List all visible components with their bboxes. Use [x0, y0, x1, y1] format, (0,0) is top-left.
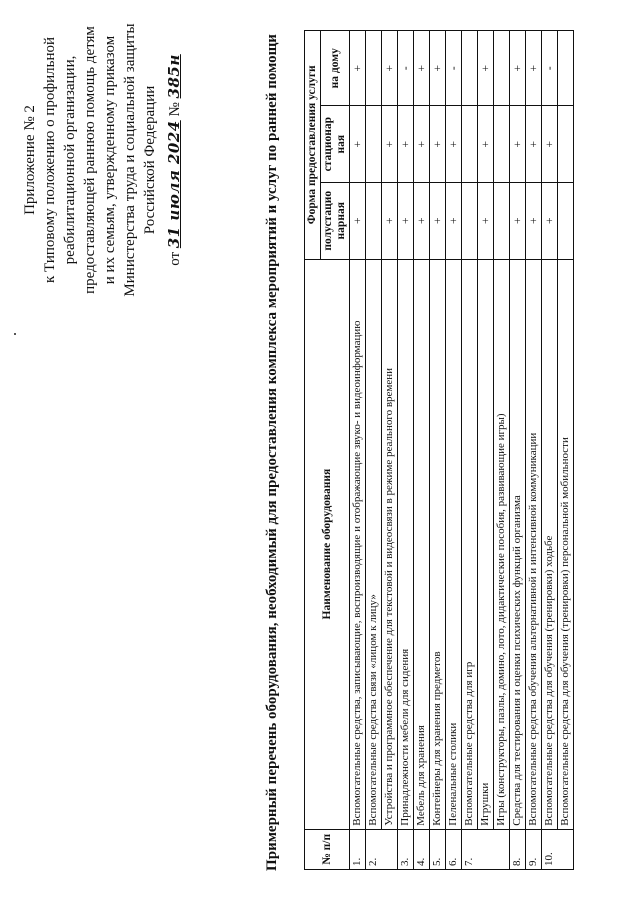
handwritten-order-number: 385н: [165, 54, 183, 99]
equipment-table: [304, 30, 574, 870]
table-row: [366, 31, 382, 870]
row-number: 10.: [542, 829, 574, 869]
availability-mark: +: [510, 106, 526, 182]
header-number: № п/п: [305, 829, 350, 869]
table-row: [398, 31, 414, 870]
row-number: 1.: [350, 829, 366, 869]
availability-mark: +: [430, 106, 446, 182]
availability-mark: +: [542, 106, 558, 182]
availability-mark: +: [414, 182, 430, 259]
appendix-line: и их семьям, утвержденному приказом: [102, 35, 118, 285]
header-stationary: стационар ная: [321, 106, 350, 182]
equipment-name: Вспомогательные средства обучения альтернативной и интенсивной коммуникации: [526, 259, 542, 829]
availability-mark: +: [478, 31, 494, 106]
availability-mark: +: [526, 182, 542, 259]
equipment-name: Пеленальные столики: [446, 259, 462, 829]
handwritten-date: 31 июля 2024: [165, 120, 183, 249]
table-row: [510, 31, 526, 870]
header-service-form: Форма предоставления услуги: [305, 31, 321, 260]
row-number: 6.: [446, 829, 462, 869]
availability-mark: +: [350, 182, 366, 259]
availability-mark: +: [478, 182, 494, 259]
availability-mark: [462, 106, 478, 182]
table-row: [558, 31, 574, 870]
table-row: [542, 31, 558, 870]
availability-mark: +: [446, 182, 462, 259]
equipment-name: Мебель для хранения: [414, 259, 430, 829]
availability-mark: -: [446, 31, 462, 106]
availability-mark: +: [382, 31, 398, 106]
availability-mark: +: [350, 106, 366, 182]
availability-mark: +: [526, 106, 542, 182]
table-row: [430, 31, 446, 870]
availability-mark: [366, 182, 382, 259]
availability-mark: +: [414, 31, 430, 106]
availability-mark: +: [382, 182, 398, 259]
table-row: [446, 31, 462, 870]
equipment-name: Вспомогательные средства, записывающие, воспроизводящие и отображающие звуко- и видеоинформацию: [350, 259, 366, 829]
availability-mark: [494, 106, 510, 182]
availability-mark: +: [510, 31, 526, 106]
appendix-line: реабилитационной организации,: [62, 55, 78, 265]
number-prefix: №: [167, 102, 183, 117]
availability-mark: +: [526, 31, 542, 106]
availability-mark: +: [350, 31, 366, 106]
appendix-line: предоставляющей раннюю помощь детям: [82, 26, 98, 294]
row-number: 9.: [526, 829, 542, 869]
availability-mark: +: [398, 106, 414, 182]
document-title: Примерный перечень оборудования, необходимый для предоставления комплекса мероприятий и услуг по ранней помощи: [264, 34, 280, 871]
availability-mark: +: [430, 182, 446, 259]
availability-mark: [462, 31, 478, 106]
availability-mark: +: [382, 106, 398, 182]
availability-mark: +: [414, 106, 430, 182]
availability-mark: +: [446, 106, 462, 182]
row-number: 8.: [510, 829, 526, 869]
table-row: [526, 31, 542, 870]
equipment-name: Принадлежности мебели для сидения: [398, 259, 414, 829]
table-row: [462, 31, 478, 870]
equipment-name: Контейнеры для хранения предметов: [430, 259, 446, 829]
availability-mark: [558, 106, 574, 182]
table-header-row: [305, 31, 321, 870]
table-row: [414, 31, 430, 870]
header-semi-stationary: полустацио нарная: [321, 182, 350, 259]
equipment-name: Вспомогательные средства для обучения (тренировки) персональной мобильности: [558, 259, 574, 829]
availability-mark: [366, 31, 382, 106]
row-number: 2.: [366, 829, 398, 869]
equipment-name: Устройства и программное обеспечение для текстовой и видеосвязи в режиме реального времени: [382, 259, 398, 829]
header-equipment-name: Наименование оборудования: [305, 259, 350, 829]
date-prefix: от: [167, 251, 183, 266]
availability-mark: -: [398, 31, 414, 106]
equipment-name: Средства для тестирования и оценки психических функций организма: [510, 259, 526, 829]
availability-mark: +: [430, 31, 446, 106]
availability-mark: [558, 31, 574, 106]
availability-mark: [366, 106, 382, 182]
row-number: 5.: [430, 829, 446, 869]
appendix-line: к Типовому положению о профильной: [42, 37, 58, 283]
availability-mark: [494, 182, 510, 259]
equipment-name: Игрушки: [478, 259, 494, 829]
table-body: [350, 31, 574, 870]
row-number: 3.: [398, 829, 414, 869]
availability-mark: [558, 182, 574, 259]
equipment-name: Вспомогательные средства связи «лицом к лицу»: [366, 259, 382, 829]
order-date-line: [164, 15, 185, 305]
availability-mark: [494, 31, 510, 106]
table-row: [478, 31, 494, 870]
row-number: 4.: [414, 829, 430, 869]
appendix-line: Российской Федерации: [142, 85, 158, 235]
appendix-line: Министерства труда и социальной защиты: [122, 23, 138, 297]
availability-mark: +: [542, 182, 558, 259]
header-at-home: на дому: [321, 31, 350, 106]
equipment-name: Вспомогательные средства для игр: [462, 259, 478, 829]
availability-mark: +: [510, 182, 526, 259]
row-number: 7.: [462, 829, 510, 869]
availability-mark: -: [542, 31, 558, 106]
equipment-name: Вспомогательные средства для обучения (тренировки) ходьбе: [542, 259, 558, 829]
availability-mark: +: [478, 106, 494, 182]
table-row: [350, 31, 366, 870]
appendix-heading: Приложение № 2: [22, 105, 38, 215]
availability-mark: +: [398, 182, 414, 259]
appendix-block: [20, 15, 185, 305]
scan-speck: [14, 333, 16, 335]
table-row: [494, 31, 510, 870]
table-row: [382, 31, 398, 870]
equipment-name: Игры (конструкторы, пазлы, домино, лото, дидактические пособия, развивающие игры): [494, 259, 510, 829]
availability-mark: [462, 182, 478, 259]
